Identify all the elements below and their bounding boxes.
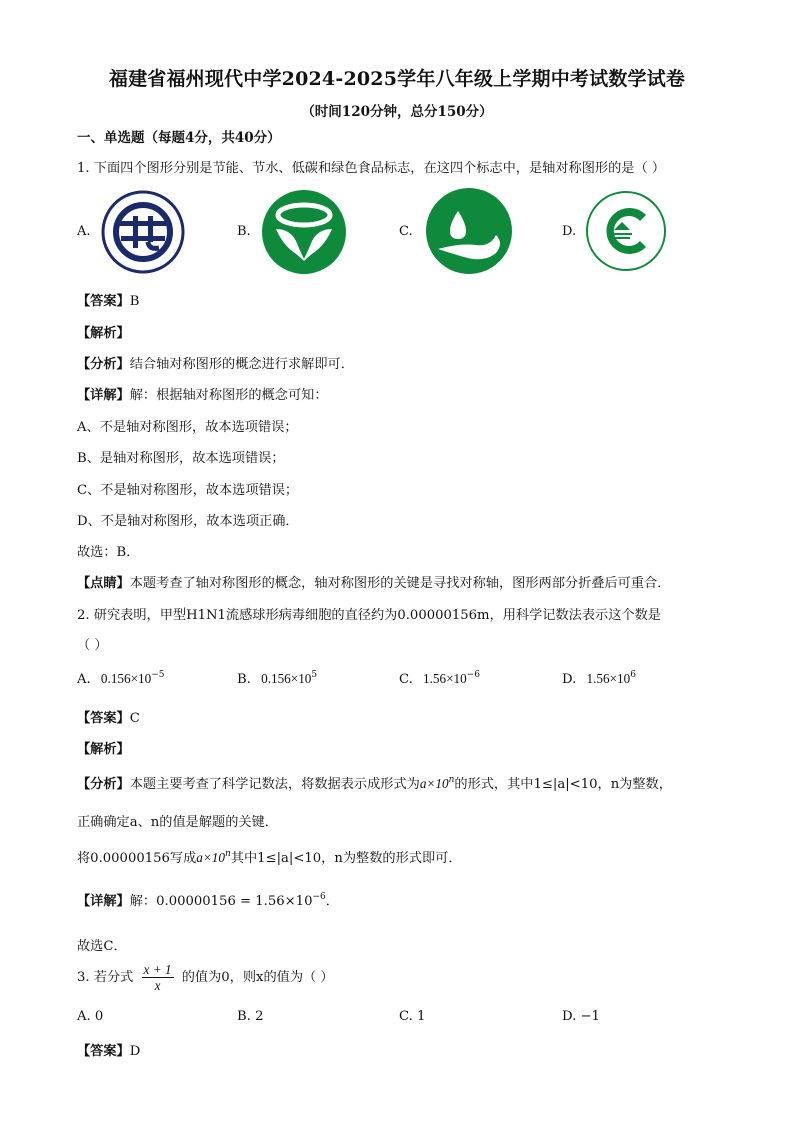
q2-stem-line2: （ ） (77, 638, 108, 653)
q1-analysis: 【分析】结合轴对称图形的概念进行求解即可． (77, 357, 354, 372)
q1-comment: 【点睛】本题考查了轴对称图形的概念，轴对称图形的关键是寻找对称轴，图形两部分折叠后可重合． (77, 576, 671, 591)
section-tag: 【分析】 (77, 777, 130, 792)
q2-option-d-exp: 6 (630, 670, 636, 680)
q3-fraction (142, 962, 174, 993)
q3-fraction-numerator: x + 1 (143, 962, 172, 977)
q1-detail-d: D、不是轴对称图形，故本选项正确． (77, 514, 299, 529)
q2-stem-line1: 2. 研究表明，甲型H1N1流感球形病毒细胞的直径约为0.00000156m，用科学记数法表示这个数是 (77, 608, 661, 623)
q1-stem: 1. 下面四个图形分别是节能、节水、低碳和绿色食品标志，在这四个标志中，是轴对称图形的是（ ） (77, 161, 666, 176)
water-saving-logo (260, 189, 348, 275)
q1-detail-a: A、不是轴对称图形，故本选项错误； (77, 420, 298, 435)
q1-choice: 故选：B． (77, 545, 140, 560)
q2-answer: 【答案】C (77, 711, 140, 726)
q2-option-a-label: A. (77, 672, 91, 687)
page-subtitle: （时间120分钟，总分150分） (301, 104, 493, 120)
q1-answer: 【答案】B (77, 294, 140, 309)
q2-option-c-exp: −6 (466, 670, 480, 680)
green-food-logo (584, 190, 668, 272)
section-tag: 【分析】 (77, 357, 130, 372)
q2-option-d (562, 671, 636, 687)
q3-answer: 【答案】D (77, 1044, 141, 1059)
q2-detail-b: −6 (312, 892, 326, 902)
section-tag: 【答案】 (77, 294, 130, 309)
q3-option-d: D. −1 (562, 1009, 600, 1024)
q2-option-b (237, 671, 317, 687)
section-tag: 【答案】 (77, 711, 130, 726)
section-tag: 【点睛】 (77, 576, 130, 591)
q2-option-d-label: D. (562, 672, 577, 687)
q2-option-c (399, 671, 480, 687)
section-tag: 【解析】 (77, 326, 130, 341)
energy-saving-logo (99, 190, 187, 274)
q3-option-b: B. 2 (237, 1009, 264, 1024)
section-tag: 【详解】 (77, 388, 130, 403)
q3-option-a: A. 0 (77, 1009, 104, 1024)
section-tag: 【详解】 (77, 894, 130, 909)
q1-option-d-label: D. (562, 224, 577, 239)
q3-option-c: C. 1 (399, 1009, 426, 1024)
q2-option-d-base: 1.56×10 (586, 671, 631, 686)
q2-option-b-exp: 5 (311, 670, 318, 680)
q2-detail-a: 【详解】解：0.00000156 = 1.56×10 (77, 894, 313, 909)
q1-option-a-label: A. (77, 224, 91, 239)
low-carbon-logo (424, 187, 514, 275)
q2-analysis-line2: 正确确定a、n的值是解题的关键． (77, 815, 278, 830)
q3-fraction-denominator: x (154, 978, 161, 993)
q2-analysis-line3 (77, 847, 462, 866)
q2-option-a-base: 0.156×10 (100, 671, 152, 686)
q2-analysis-line1-d: 的形式，其中1≤|a|<10，n为整数， (454, 777, 672, 792)
q2-analysis-line3-d: 其中1≤|a|<10，n为整数的形式即可． (230, 851, 462, 866)
section-heading: 一、单选题（每题4分，共40分） (77, 130, 281, 146)
section-tag: 【答案】 (77, 1044, 130, 1059)
q2-option-c-base: 1.56×10 (423, 671, 467, 686)
q2-choice: 故选C． (77, 939, 127, 954)
q1-option-b-label: B. (237, 224, 251, 239)
q2-analysis-line1 (77, 773, 672, 792)
q2-analysis-line3-c: n (224, 849, 231, 859)
page-title: 福建省福州现代中学2024-2025学年八年级上学期中考试数学试卷 (108, 68, 686, 90)
q2-option-a-exp: −5 (151, 670, 165, 680)
q2-option-c-label: C. (399, 672, 413, 687)
q2-option-b-base: 0.156×10 (261, 671, 312, 686)
q3-stem-post: 的值为0，则x的值为（ ） (181, 970, 334, 985)
q2-analysis-tag (77, 738, 130, 757)
q2-detail (77, 890, 339, 909)
q2-option-b-label: B. (237, 672, 251, 687)
q1-analysis-tag (77, 322, 130, 341)
q3-stem-pre: 3. 若分式 (77, 970, 134, 985)
section-tag: 【解析】 (77, 742, 130, 757)
q2-analysis-line1-a: 【分析】本题主要考查了科学记数法，将数据表示成形式为 (77, 777, 420, 792)
q2-analysis-line1-c: n (448, 775, 455, 785)
q2-detail-c: ． (325, 894, 339, 909)
q1-detail-c: C、不是轴对称图形，故本选项错误； (77, 483, 299, 498)
q1-option-c-label: C. (399, 224, 413, 239)
q1-detail-b: B、是轴对称图形，故本选项错误； (77, 451, 285, 466)
q2-option-a (77, 671, 165, 687)
q2-analysis-line3-b: a×10 (196, 850, 225, 865)
q1-detail: 【详解】解：根据轴对称图形的概念可知： (77, 388, 328, 403)
q2-analysis-line1-b: a×10 (419, 776, 449, 791)
q2-analysis-line3-a: 将0.00000156写成 (77, 851, 197, 866)
q3-stem (77, 962, 334, 993)
